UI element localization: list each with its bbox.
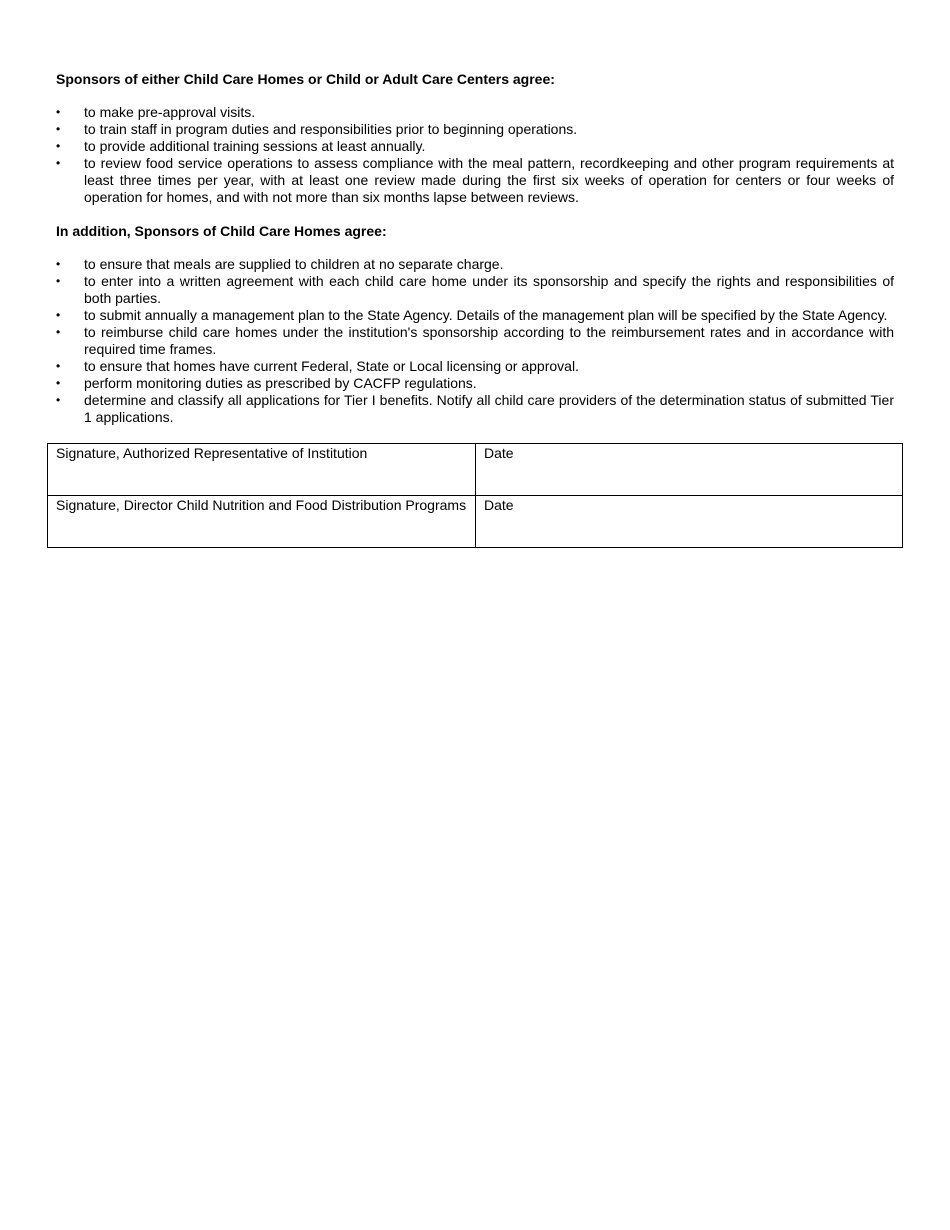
bullet-icon: • (56, 105, 61, 119)
signature-label: Signature, Director Child Nutrition and Food Distribution Programs (56, 497, 467, 513)
bullet-icon: • (56, 359, 61, 373)
signature-field-director[interactable] (48, 496, 476, 548)
bullet-icon: • (56, 139, 61, 153)
list-item: • to reimburse child care homes under the institution's sponsorship according to the reimbursement rates and in accordance with required time frames. (56, 324, 894, 357)
bullet-icon: • (56, 376, 61, 390)
list-item: • to ensure that homes have current Federal, State or Local licensing or approval. (56, 358, 579, 374)
bullet-icon: • (56, 393, 61, 407)
list-item: • to enter into a written agreement with each child care home under its sponsorship and specify the rights and responsibilities of both parties. (56, 273, 894, 306)
signature-table (47, 443, 903, 548)
list-item: • to train staff in program duties and responsibilities prior to beginning operations. (56, 121, 578, 137)
child-care-homes-agreements-list (56, 256, 894, 426)
list-item: • to provide additional training sessions at least annually. (56, 138, 426, 154)
bullet-icon: • (56, 156, 61, 170)
section-heading-sponsors: Sponsors of either Child Care Homes or Child or Adult Care Centers agree: (56, 71, 555, 87)
section-heading-child-care-homes: In addition, Sponsors of Child Care Homes agree: (56, 223, 387, 239)
list-item: • to ensure that meals are supplied to children at no separate charge. (56, 256, 504, 272)
bullet-icon: • (56, 325, 61, 339)
list-item: • to review food service operations to assess compliance with the meal pattern, recordkeeping and other program requirements at least three times per year, with at least one review made during the first six weeks of operation for centers or four weeks of operation for homes, and with not more than six months lapse between reviews. (56, 155, 894, 205)
list-item: • determine and classify all applications for Tier I benefits. Notify all child care providers of the determination status of submitted Tier 1 applications. (56, 392, 894, 425)
list-item: • perform monitoring duties as prescribed by CACFP regulations. (56, 375, 477, 391)
bullet-icon: • (56, 274, 61, 288)
signature-label: Signature, Authorized Representative of Institution (56, 445, 368, 461)
list-item: • to submit annually a management plan to the State Agency. Details of the management plan will be specified by the State Agency. (56, 307, 888, 323)
list-item: • to make pre-approval visits. (56, 104, 256, 120)
table-row (48, 496, 903, 548)
sponsor-agreements-list (56, 104, 894, 206)
signature-field-institution-representative[interactable] (48, 444, 476, 496)
date-label: Date (484, 497, 514, 513)
date-field-director[interactable] (476, 496, 903, 548)
bullet-icon: • (56, 122, 61, 136)
date-label: Date (484, 445, 514, 461)
bullet-icon: • (56, 308, 61, 322)
bullet-icon: • (56, 257, 61, 271)
date-field-institution-representative[interactable] (476, 444, 903, 496)
table-row (48, 444, 903, 496)
